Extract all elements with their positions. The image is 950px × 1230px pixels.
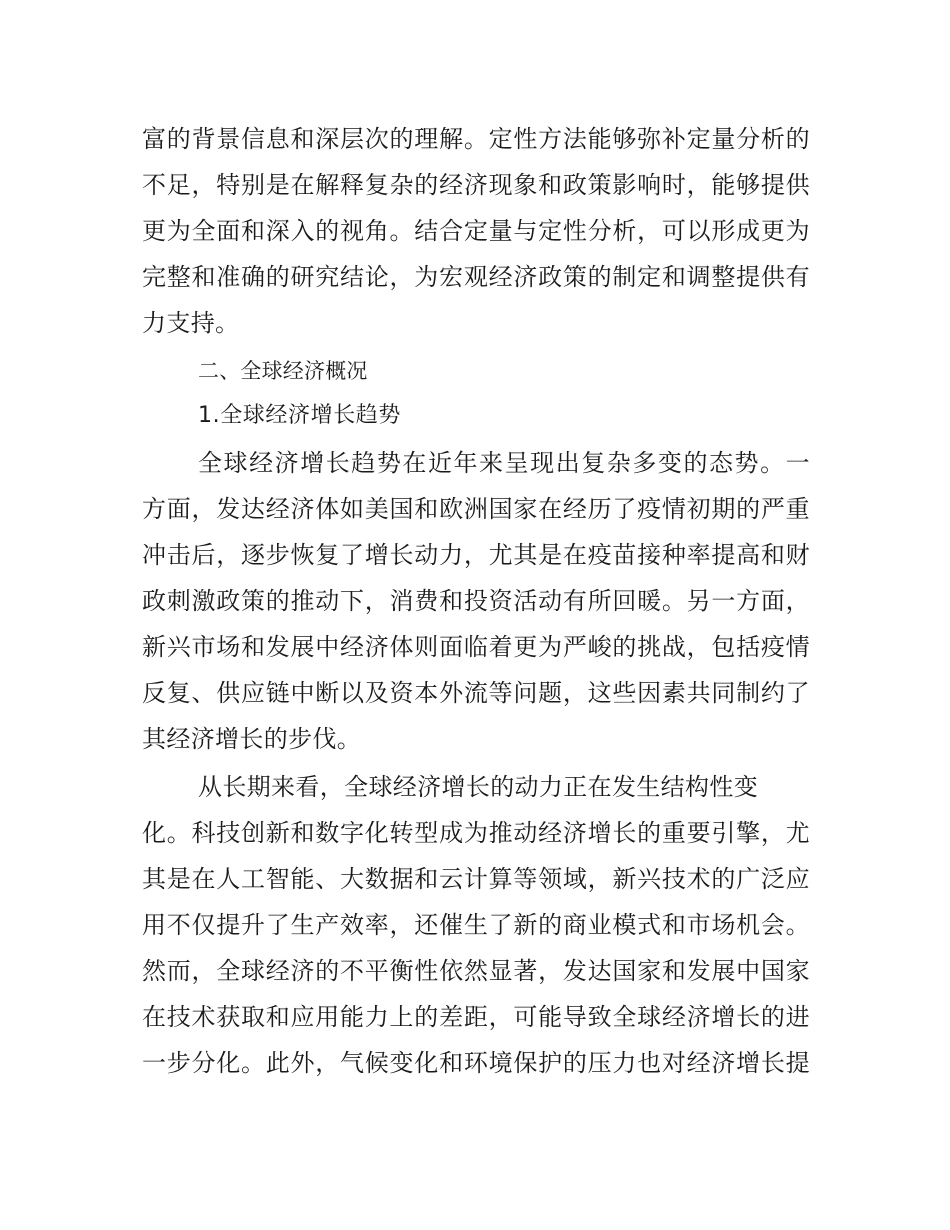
paragraph-2-line-5: 新兴市场和发展中经济体则面临着更为严峻的挑战，包括疫情 <box>142 633 810 661</box>
paragraph-3-line-3: 其是在人工智能、大数据和云计算等领域，新兴技术的广泛应 <box>142 865 810 893</box>
section-heading: 二、全球经济概况 <box>198 359 368 383</box>
paragraph-2-line-2: 方面，发达经济体如美国和欧洲国家在经历了疫情初期的严重 <box>142 495 810 523</box>
paragraph-3-line-5: 然而，全球经济的不平衡性依然显著，发达国家和发展中国家 <box>142 957 810 985</box>
paragraph-1-line-5: 力支持。 <box>142 309 240 337</box>
paragraph-2-line-1: 全球经济增长趋势在近年来呈现出复杂多变的态势。一 <box>198 449 810 477</box>
paragraph-2-line-4: 政刺激政策的推动下，消费和投资活动有所回暖。另一方面， <box>142 587 810 615</box>
paragraph-2-line-7: 其经济增长的步伐。 <box>142 725 362 753</box>
paragraph-3-line-6: 在技术获取和应用能力上的差距，可能导致全球经济增长的进 <box>142 1003 810 1031</box>
subsection-heading: 1.全球经济增长趋势 <box>198 403 401 428</box>
paragraph-2-line-3: 冲击后，逐步恢复了增长动力，尤其是在疫苗接种率提高和财 <box>142 541 810 569</box>
paragraph-3-line-4: 用不仅提升了生产效率，还催生了新的商业模式和市场机会。 <box>142 911 810 939</box>
paragraph-1-line-1: 富的背景信息和深层次的理解。定性方法能够弥补定量分析的 <box>142 125 810 153</box>
paragraph-3-line-7: 一步分化。此外，气候变化和环境保护的压力也对经济增长提 <box>142 1049 810 1077</box>
paragraph-3-line-1: 从长期来看，全球经济增长的动力正在发生结构性变 <box>198 773 759 801</box>
paragraph-1-line-2: 不足，特别是在解释复杂的经济现象和政策影响时，能够提供 <box>142 171 810 199</box>
paragraph-1-line-3: 更为全面和深入的视角。结合定量与定性分析，可以形成更为 <box>142 217 810 245</box>
paragraph-3-line-2: 化。科技创新和数字化转型成为推动经济增长的重要引擎，尤 <box>142 819 810 847</box>
paragraph-2-line-6: 反复、供应链中断以及资本外流等问题，这些因素共同制约了 <box>142 679 810 707</box>
paragraph-1-line-4: 完整和准确的研究结论，为宏观经济政策的制定和调整提供有 <box>142 263 810 291</box>
